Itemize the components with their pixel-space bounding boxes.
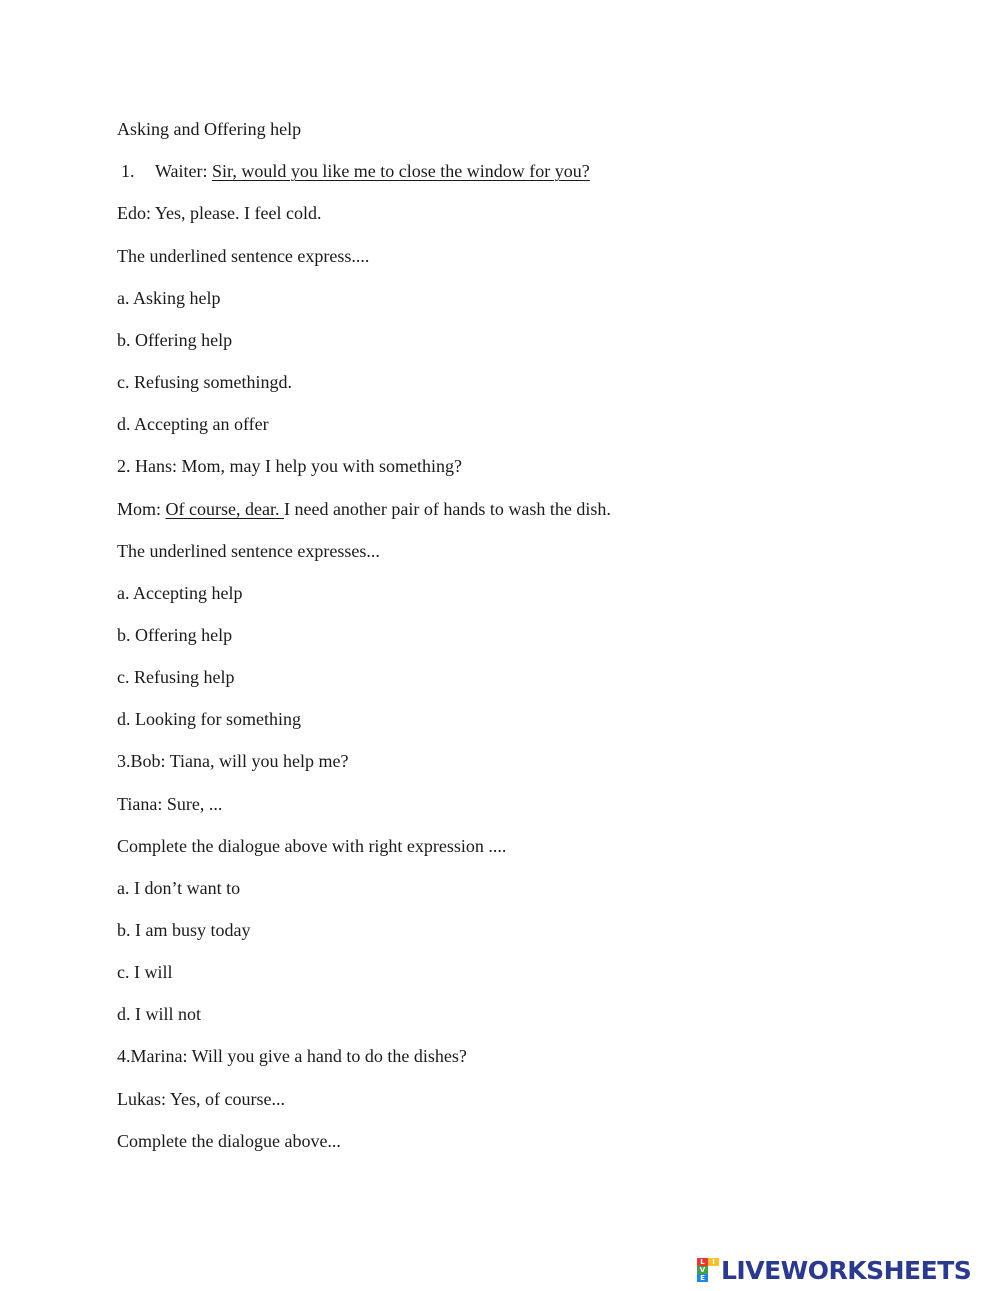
q2-option-c[interactable]: c. Refusing help (117, 667, 235, 687)
live-badge-icon (697, 1258, 719, 1282)
q4-prompt: Complete the dialogue above... (117, 1131, 341, 1151)
logo-text: LIVEWORKSHEETS (721, 1255, 972, 1285)
q2-prompt: The underlined sentence expresses... (117, 541, 380, 561)
q3-option-c[interactable]: c. I will (117, 962, 173, 982)
q1-option-b[interactable]: b. Offering help (117, 330, 233, 350)
q3-prompt: Complete the dialogue above with right expression .... (117, 836, 507, 856)
q2-line: 2. Hans: Mom, may I help you with something? (117, 456, 462, 476)
badge-letter-v: V (697, 1266, 708, 1274)
q2-reply-rest: I need another pair of hands to wash the dish. (283, 499, 611, 519)
q3-option-d[interactable]: d. I will not (117, 1004, 201, 1024)
badge-letter-l: L (697, 1258, 708, 1266)
q1-number: 1. (121, 161, 135, 181)
q1-option-d[interactable]: d. Accepting an offer (117, 414, 269, 434)
q1-prompt: The underlined sentence express.... (117, 246, 370, 266)
q2-option-b[interactable]: b. Offering help (117, 625, 233, 645)
q1-reply: Edo: Yes, please. I feel cold. (117, 203, 322, 223)
q1-underlined-sentence: Sir, would you like me to close the window for you? (212, 161, 590, 181)
q1-option-a[interactable]: a. Asking help (117, 288, 221, 308)
liveworksheets-logo (697, 1255, 971, 1285)
q2-underlined-sentence: Of course, dear. (165, 499, 284, 519)
badge-letter-e: E (697, 1274, 708, 1282)
q2-option-d[interactable]: d. Looking for something (117, 709, 301, 729)
q1-line (117, 159, 590, 183)
q3-reply: Tiana: Sure, ... (117, 794, 223, 814)
q3-option-b[interactable]: b. I am busy today (117, 920, 251, 940)
q4-line: 4.Marina: Will you give a hand to do the dishes? (117, 1046, 467, 1066)
q1-speaker: Waiter: (155, 161, 213, 181)
q3-option-a[interactable]: a. I don’t want to (117, 878, 241, 898)
q2-reply-speaker: Mom: (117, 499, 166, 519)
q2-option-a[interactable]: a. Accepting help (117, 583, 243, 603)
q4-reply: Lukas: Yes, of course... (117, 1089, 285, 1109)
worksheet-title: Asking and Offering help (117, 119, 302, 139)
q3-line: 3.Bob: Tiana, will you help me? (117, 751, 349, 771)
q1-option-c[interactable]: c. Refusing somethingd. (117, 372, 292, 392)
q2-reply (117, 497, 611, 521)
badge-letter-i: I (708, 1258, 719, 1266)
